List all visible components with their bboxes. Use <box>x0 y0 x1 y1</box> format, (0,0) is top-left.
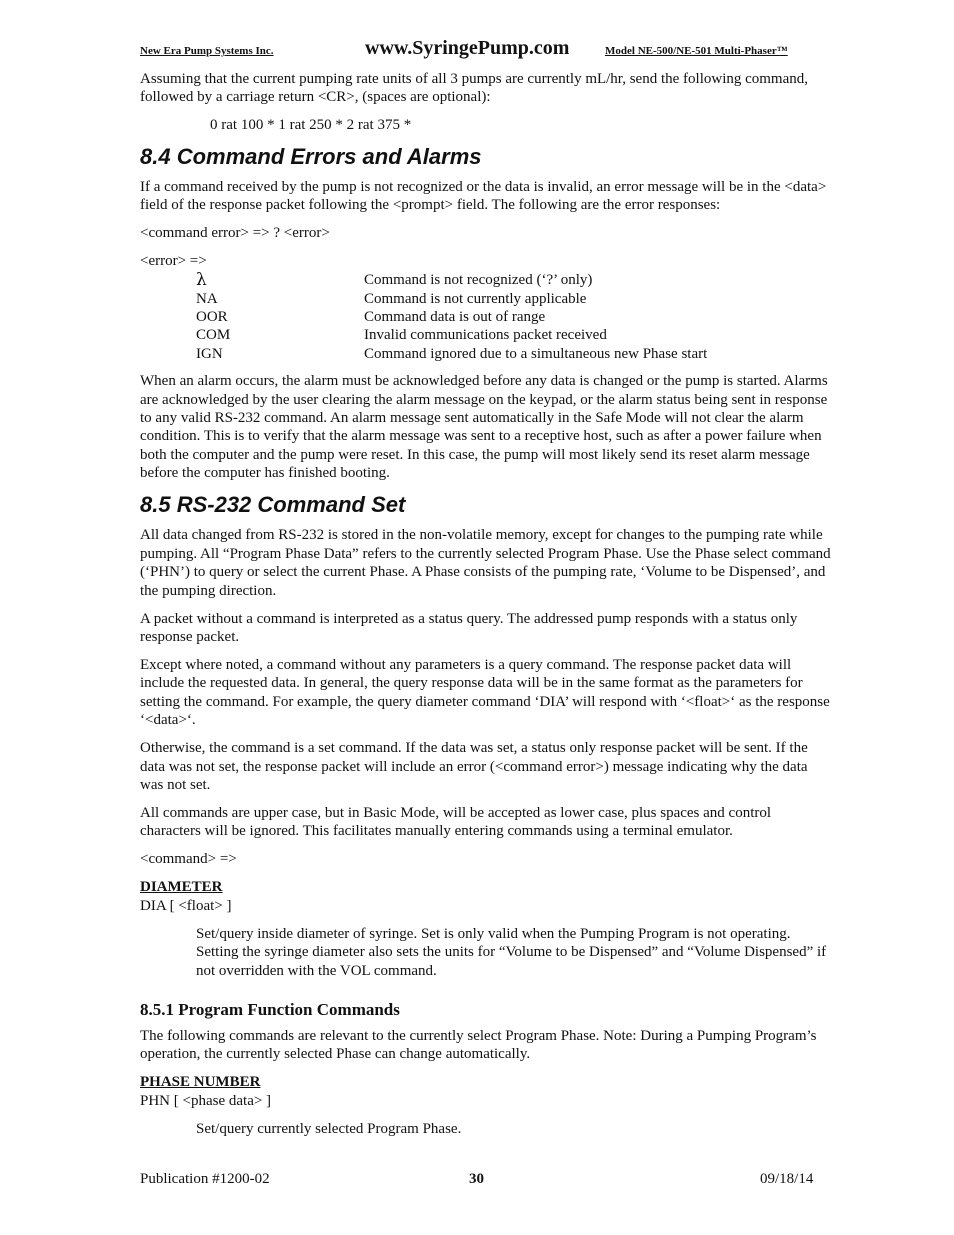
error-description: Command data is out of range <box>364 309 546 326</box>
error-code: OOR <box>196 309 228 326</box>
section-8-4-title: 8.4 Command Errors and Alarms <box>140 143 482 169</box>
section-8-5-paragraph-6: <command> => <box>140 851 237 868</box>
section-8-4-paragraph-3: <error> => <box>140 253 207 270</box>
error-description: Command is not recognized (‘?’ only) <box>364 272 593 289</box>
section-8-5-paragraph-2: A packet without a command is interpreted as a status query. The addressed pump responds with a status only response packet. <box>140 610 798 645</box>
error-code: NA <box>196 290 218 307</box>
section-8-5-title: 8.5 RS-232 Command Set <box>140 492 406 518</box>
diameter-heading: DIAMETER <box>140 879 223 896</box>
footer-page-number: 30 <box>469 1171 484 1187</box>
error-description: Invalid communications packet received <box>364 327 607 344</box>
section-8-4-paragraph-2: <command error> => ? <error> <box>140 225 330 242</box>
diameter-syntax: DIA [ <float> ] <box>140 897 232 914</box>
error-code: λ <box>196 270 207 291</box>
phase-number-heading: PHASE NUMBER <box>140 1074 261 1091</box>
error-description: Command ignored due to a simultaneous new Phase start <box>364 345 708 362</box>
footer-date: 09/18/14 <box>760 1171 814 1187</box>
error-row <box>196 326 833 344</box>
section-8-5-paragraph-5: All commands are upper case, but in Basic Mode, will be accepted as lower case, plus spaces and control characters will be ignored. This facilitates manually entering commands using a terminal emulator. <box>140 804 772 840</box>
phase-number-syntax: PHN [ <phase data> ] <box>140 1092 272 1109</box>
phase-number-description: Set/query currently selected Program Phase. <box>196 1120 462 1137</box>
error-code: COM <box>196 327 231 344</box>
diameter-description: Set/query inside diameter of syringe. Set is only valid when the Pumping Program is not operating. Setting the syringe diameter also sets the units for “Volume to be Dispensed” and “Volume Dispensed” if not overridden with the VOL command. <box>196 925 827 979</box>
section-8-4-paragraph-1: If a command received by the pump is not recognized or the data is invalid, an error message will be in the <data> field of the response packet following the <prompt> field. The following are the error responses: <box>140 178 827 214</box>
page-body <box>140 70 833 1148</box>
section-8-4-paragraph-4: When an alarm occurs, the alarm must be acknowledged before any data is changed or the pump is started. Alarms are acknowledged by the user clearing the alarm message on the keypad, or the alarm status being sent in response to any valid RS-232 command. An alarm message sent automatically in the Safe Mode will not clear the alarm condition. This is to verify that the alarm message was sent to a receptive host, such as after a power failure when both the computer and the pump were reset. In this case, the pump will most likely send its reset alarm message before the computer has finished booting. <box>140 373 828 482</box>
section-8-5-1-title: 8.5.1 Program Function Commands <box>140 999 400 1019</box>
error-row <box>196 271 833 289</box>
intro-paragraph: Assuming that the current pumping rate units of all 3 pumps are currently mL/hr, send the following command, followed by a carriage return <CR>, (spaces are optional): <box>140 71 809 106</box>
error-code: IGN <box>196 345 223 362</box>
header-website: www.SyringePump.com <box>365 37 570 59</box>
footer-publication: Publication #1200-02 <box>140 1171 270 1187</box>
section-8-5-paragraph-4: Otherwise, the command is a set command. If the data was set, a status only response packet will be sent. If the data was not set, the response packet will include an error (<command error>) message indicating why the data was not set. <box>140 740 808 793</box>
header-model: Model NE-500/NE-501 Multi-Phaser™ <box>605 45 788 57</box>
intro-command-example: 0 rat 100 * 1 rat 250 * 2 rat 375 * <box>210 117 412 134</box>
error-row <box>196 345 833 363</box>
error-row <box>196 308 833 326</box>
section-8-5-paragraph-3: Except where noted, a command without any parameters is a query command. The response packet data will include the requested data. In general, the query response data will be in the same format as the parameters for setting the command. For example, the query diameter command ‘DIA’ will respond with ‘<float>‘ as the response ‘<data>‘. <box>140 656 830 729</box>
error-code-table <box>196 271 833 363</box>
header-company: New Era Pump Systems Inc. <box>140 45 274 57</box>
error-row <box>196 290 833 308</box>
section-8-5-1-paragraph-1: The following commands are relevant to the currently select Program Phase. Note: During a Pumping Program’s operation, the currently selected Phase can change automatically. <box>140 1027 817 1063</box>
error-description: Command is not currently applicable <box>364 290 587 307</box>
section-8-5-paragraph-1: All data changed from RS-232 is stored in the non-volatile memory, except for changes to the pumping rate while pumping. All “Program Phase Data” refers to the currently selected Program Phase. Use the Phase select command (‘PHN’) to query or select the current Phase. A Phase consists of the pumping rate, ‘Volume to be Dispensed’, and the pumping direction. <box>140 527 831 599</box>
